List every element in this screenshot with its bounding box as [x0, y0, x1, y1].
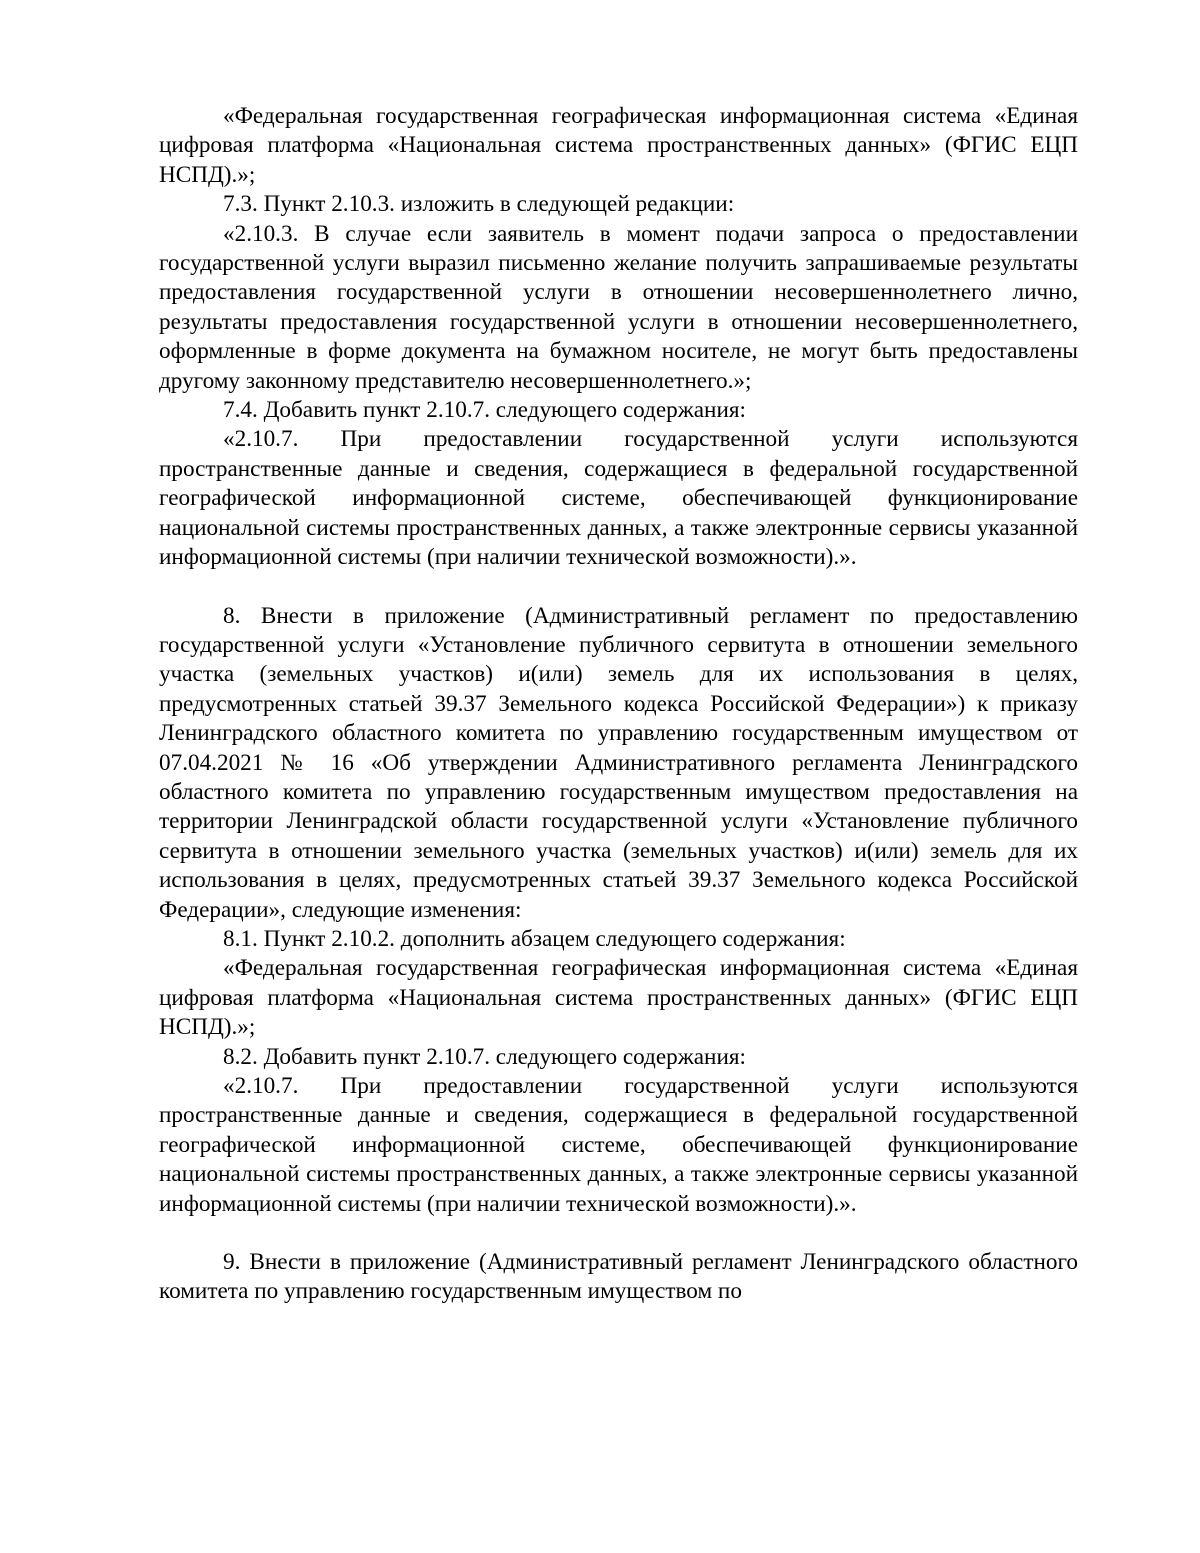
paragraph-2-10-7-text-1: «2.10.7. При предоставлении государственной услуги используются пространственные данные и сведения, содержащиеся в федеральной государственной географической информационной системе, обеспечивающей функционирование национальной системы пространственных данных, а также электронные сервисы указанной информационной системы (при наличии технической возможности).».	[159, 426, 1078, 571]
paragraph-item-9: 9. Внести в приложение (Административный регламент Ленинградского областного комитета по управлению государственным имуществом по	[159, 1249, 1078, 1305]
paragraph-fgis-name-1: «Федеральная государственная географическая информационная система «Единая цифровая платформа «Национальная система пространственных данных» (ФГИС ЕЦП НСПД).»;	[159, 103, 1078, 188]
paragraph-2-10-7-text-2: «2.10.7. При предоставлении государственной услуги используются пространственные данные и сведения, содержащиеся в федеральной государственной географической информационной системе, обеспечивающей функционирование национальной системы пространственных данных, а также электронные сервисы указанной информационной системы (при наличии технической возможности).».	[159, 1073, 1078, 1217]
document-body	[159, 102, 1078, 1307]
paragraph-gap	[159, 573, 1078, 602]
paragraph-item-8: 8. Внести в приложение (Административный регламент по предоставлению государственной услуги «Установление публичного сервитута в отношении земельного участка (земельных участков) и(или) земель для их использования в целях, предусмотренных статьей 39.37 Земельного кодекса Российской Федерации») к приказу Ленинградского областного комитета по управлению государственным имуществом от 07.04.2021 № 16 «Об утверждении Административного регламента Ленинградского областного комитета по управлению государственным имуществом предоставления на территории Ленинградской области государственной услуги «Установление публичного сервитута в отношении земельного участка (земельных участков) и(или) земель для их использования в целях, предусмотренных статьей 39.37 Земельного кодекса Российской Федерации», следующие изменения:	[159, 602, 1078, 923]
paragraph-fgis-name-2: «Федеральная государственная географическая информационная система «Единая цифровая платформа «Национальная система пространственных данных» (ФГИС ЕЦП НСПД).»;	[159, 955, 1078, 1041]
paragraph-gap	[159, 1219, 1078, 1248]
paragraph-8-1-heading: 8.1. Пункт 2.10.2. дополнить абзацем следующего содержания:	[223, 925, 846, 952]
paragraph-7-4-heading: 7.4. Добавить пункт 2.10.7. следующего содержания:	[223, 397, 746, 424]
paragraph-2-10-3-text: «2.10.3. В случае если заявитель в момент подачи запроса о предоставлении государственной услуги выразил письменно желание получить запрашиваемые результаты предоставления государственной услуги в отношении несовершеннолетнего лично, результаты предоставления государственной услуги в отношении несовершеннолетнего, оформленные в форме документа на бумажном носителе, не могут быть предоставлены другому законному представителю несовершеннолетнего.»;	[159, 220, 1078, 394]
paragraph-7-3-heading: 7.3. Пункт 2.10.3. изложить в следующей редакции:	[223, 191, 735, 218]
paragraph-8-2-heading: 8.2. Добавить пункт 2.10.7. следующего содержания:	[223, 1043, 746, 1070]
